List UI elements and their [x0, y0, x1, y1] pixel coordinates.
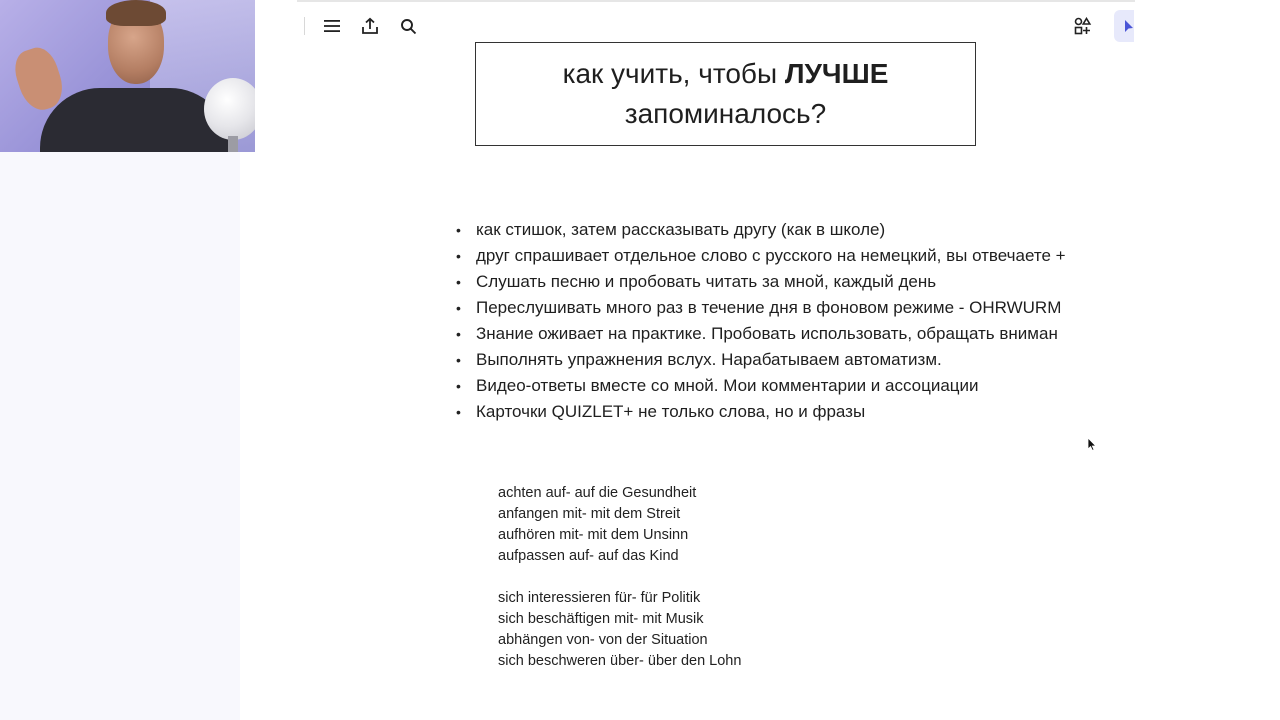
example-line: abhängen von- von der Situation: [498, 632, 708, 648]
microphone: [204, 78, 255, 140]
list-item: • Видео-ответы вместе со мной. Мои комментарии и ассоциации: [454, 373, 1135, 399]
left-panel: [0, 152, 240, 720]
example-line: sich interessieren für- für Politik: [498, 590, 701, 606]
list-item: • друг спрашивает отдельное слово с русского на немецкий, вы отвечаете +: [454, 243, 1135, 269]
toolbar-left: [304, 8, 425, 44]
list-item: • Выполнять упражнения вслух. Нарабатываем автоматизм.: [454, 347, 1135, 373]
cursor-select-icon: [1124, 19, 1134, 33]
cursor-select-button[interactable]: [1114, 10, 1134, 42]
example-line: anfangen mit- mit dem Streit: [498, 506, 681, 522]
webcam-video: [0, 0, 255, 152]
tips-list[interactable]: [454, 217, 1135, 425]
slide-title: как учить, чтобы ЛУЧШЕ запоминалось?: [562, 58, 889, 129]
share-icon[interactable]: [353, 9, 387, 43]
list-item: • Переслушивать много раз в течение дня в фоновом режиме - OHRWURM: [454, 295, 1135, 321]
search-icon[interactable]: [391, 9, 425, 43]
slide-title-box[interactable]: [475, 42, 976, 146]
verb-examples[interactable]: [498, 483, 898, 672]
list-item: • Знание оживает на практике. Пробовать использовать, обращать вниман: [454, 321, 1135, 347]
example-line: aufhören mit- mit dem Unsinn: [498, 527, 689, 543]
example-line: achten auf- auf die Gesundheit: [498, 485, 697, 501]
mouse-cursor-icon: [1087, 437, 1097, 451]
menu-icon[interactable]: [315, 9, 349, 43]
example-line: sich beschweren über- über den Lohn: [498, 653, 742, 669]
list-item: • Карточки QUIZLET+ не только слова, но и фразы: [454, 399, 1135, 425]
example-line: aufpassen auf- auf das Kind: [498, 548, 679, 564]
toolbar-right: [1066, 8, 1134, 44]
list-item: • Слушать песню и пробовать читать за мной, каждый день: [454, 269, 1135, 295]
example-line: sich beschäftigen mit- mit Musik: [498, 611, 704, 627]
shapes-icon[interactable]: [1066, 9, 1100, 43]
list-item: • как стишок, затем рассказывать другу (как в школе): [454, 217, 1135, 243]
